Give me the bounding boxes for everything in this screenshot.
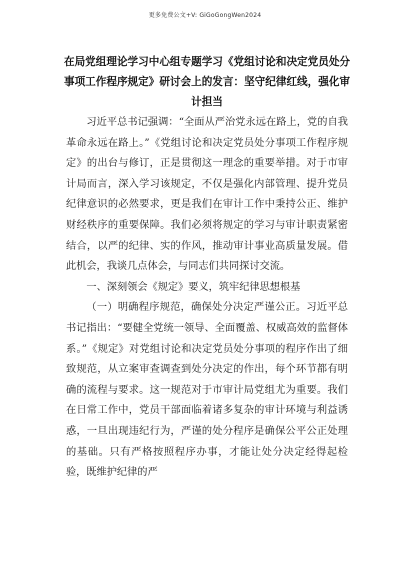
document-body [66,113,348,484]
header-note: 更多免费公文+V: GiGoGongWen2024 [148,12,262,19]
document-title: 在局党组理论学习中心组专题学习《党组讨论和决定党员处分事项工作程序规定》研讨会上的发言：坚守纪律红线，强化审计担当 [63,56,351,108]
section-heading: 一、深刻领会《规定》要义，筑牢纪律思想根基 [86,281,301,293]
body-paragraph: （一）明确程序规范，确保处分决定严谨公正。习近平总书记指出：“要健全党统一领导、全面覆盖、权威高效的监督体系。”《规定》对党组讨论和决定党员处分事项的程序作出了细致规范，从立案审查调查到处分决定的作出，每个环节都有明确的流程与要求。这一规范对于市审计局党组尤为重要。我们在日常工作中，党员干部面临着诸多复杂的审计环境与利益诱惑，一旦出现违纪行为，严谨的处分程序是确保公平公正处理的基础。只有严格按照程序办事，才能让处分决定经得起检验，既维护纪律的严 [66,302,348,479]
intro-paragraph: 习近平总书记强调：“全面从严治党永远在路上，党的自我革命永远在路上。”《党组讨论和决定党员处分事项工作程序规定》的出台与修订，正是贯彻这一理念的重要举措。对于市审计局而言，深入学习该规定，不仅是强化内部管理、提升党员纪律意识的必然要求，更是我们在审计工作中秉持公正、维护财经秩序的重要保障。我们必须将规定的学习与审计职责紧密结合，以严的纪律、实的作风，推动审计事业高质量发展。借此机会，我谈几点体会，与同志们共同探讨交流。 [66,117,348,273]
